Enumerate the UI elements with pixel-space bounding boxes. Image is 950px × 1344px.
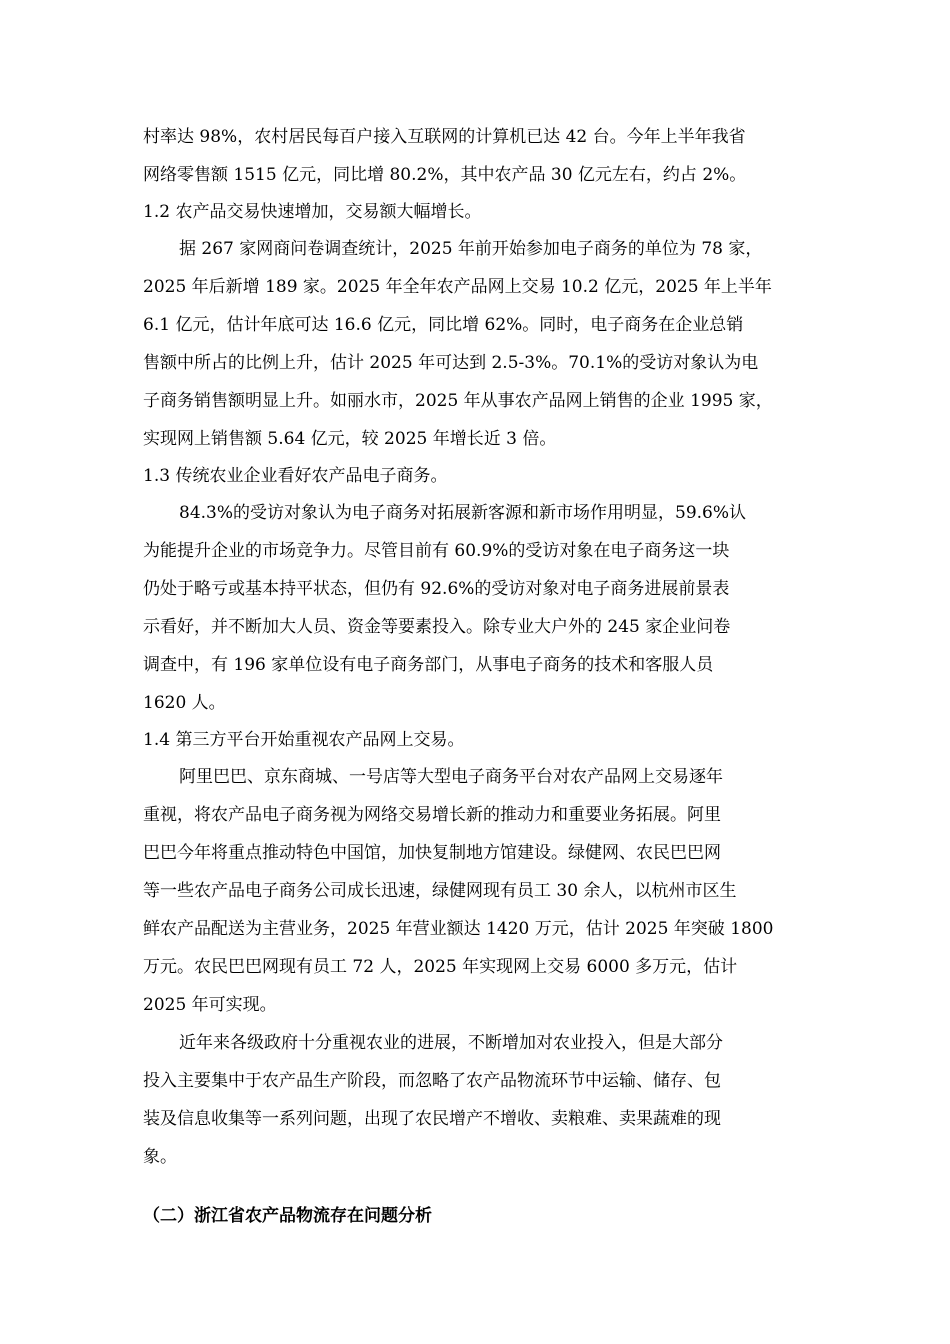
text-line: 6.1 亿元，估计年底可达 16.6 亿元，同比增 62%。同时，电子商务在企业总销 — [143, 315, 744, 335]
text-line: 阿里巴巴、京东商城、一号店等大型电子商务平台对农产品网上交易逐年 — [179, 767, 723, 787]
text-line: 子商务销售额明显上升。如丽水市，2025 年从事农产品网上销售的企业 1995 家， — [143, 391, 773, 411]
paragraph-continued — [143, 118, 833, 194]
text-line: 示看好，并不断加大人员、资金等要素投入。除专业大户外的 245 家企业问卷 — [143, 617, 731, 637]
paragraph-third-party-platforms — [143, 758, 833, 1024]
text-line: 仍处于略亏或基本持平状态，但仍有 92.6%的受访对象对电子商务进展前景表 — [143, 579, 730, 599]
text-line: 为能提升企业的市场竞争力。尽管目前有 60.9%的受访对象在电子商务这一块 — [143, 541, 730, 561]
text-line: 售额中所占的比例上升，估计 2025 年可达到 2.5-3%。70.1%的受访对象认为电 — [143, 353, 759, 373]
text-line: 实现网上销售额 5.64 亿元，较 2025 年增长近 3 倍。 — [143, 429, 557, 449]
text-line: 万元。农民巴巴网现有员工 72 人，2025 年实现网上交易 6000 多万元，估计 — [143, 957, 738, 977]
paragraph-government-investment — [143, 1024, 833, 1176]
text-line: 投入主要集中于农产品生产阶段，而忽略了农产品物流环节中运输、储存、包 — [143, 1071, 721, 1091]
text-line: 村率达 98%，农村居民每百户接入互联网的计算机已达 42 台。今年上半年我省 — [143, 127, 746, 147]
text-line: 鲜农产品配送为主营业务，2025 年营业额达 1420 万元，估计 2025 年突破 1800 — [143, 919, 774, 939]
paragraph-traditional-enterprises — [143, 494, 833, 722]
paragraph-transaction-growth — [143, 230, 833, 458]
text-line: 等一些农产品电子商务公司成长迅速，绿健网现有员工 30 余人，以杭州市区生 — [143, 881, 737, 901]
text-line: 近年来各级政府十分重视农业的进展，不断增加对农业投入，但是大部分 — [179, 1033, 723, 1053]
text-line: 巴巴今年将重点推动特色中国馆，加快复制地方馆建设。绿健网、农民巴巴网 — [143, 843, 721, 863]
text-line: 84.3%的受访对象认为电子商务对拓展新客源和新市场作用明显，59.6%认 — [179, 503, 747, 523]
subheading-1-2: 1.2 农产品交易快速增加，交易额大幅增长。 — [143, 202, 482, 222]
text-line: 1620 人。 — [143, 693, 226, 713]
subheading-1-4: 1.4 第三方平台开始重视农产品网上交易。 — [143, 730, 465, 750]
text-line: 象。 — [143, 1147, 177, 1167]
text-line: 重视，将农产品电子商务视为网络交易增长新的推动力和重要业务拓展。阿里 — [143, 805, 721, 825]
spacer — [143, 1176, 833, 1196]
text-line: 网络零售额 1515 亿元，同比增 80.2%，其中农产品 30 亿元左右，约占 2%。 — [143, 165, 747, 185]
text-line: 2025 年后新增 189 家。2025 年全年农产品网上交易 10.2 亿元，2025 年上半年 — [143, 277, 772, 297]
text-line: 据 267 家网商问卷调查统计，2025 年前开始参加电子商务的单位为 78 家， — [179, 239, 763, 259]
subheading-1-3: 1.3 传统农业企业看好农产品电子商务。 — [143, 466, 448, 486]
document-body — [143, 118, 833, 1236]
text-line: 2025 年可实现。 — [143, 995, 277, 1015]
text-line: 调查中，有 196 家单位设有电子商务部门，从事电子商务的技术和客服人员 — [143, 655, 714, 675]
text-line: 装及信息收集等一系列问题，出现了农民增产不增收、卖粮难、卖果蔬难的现 — [143, 1109, 721, 1129]
section-heading: （二）浙江省农产品物流存在问题分析 — [143, 1206, 432, 1226]
